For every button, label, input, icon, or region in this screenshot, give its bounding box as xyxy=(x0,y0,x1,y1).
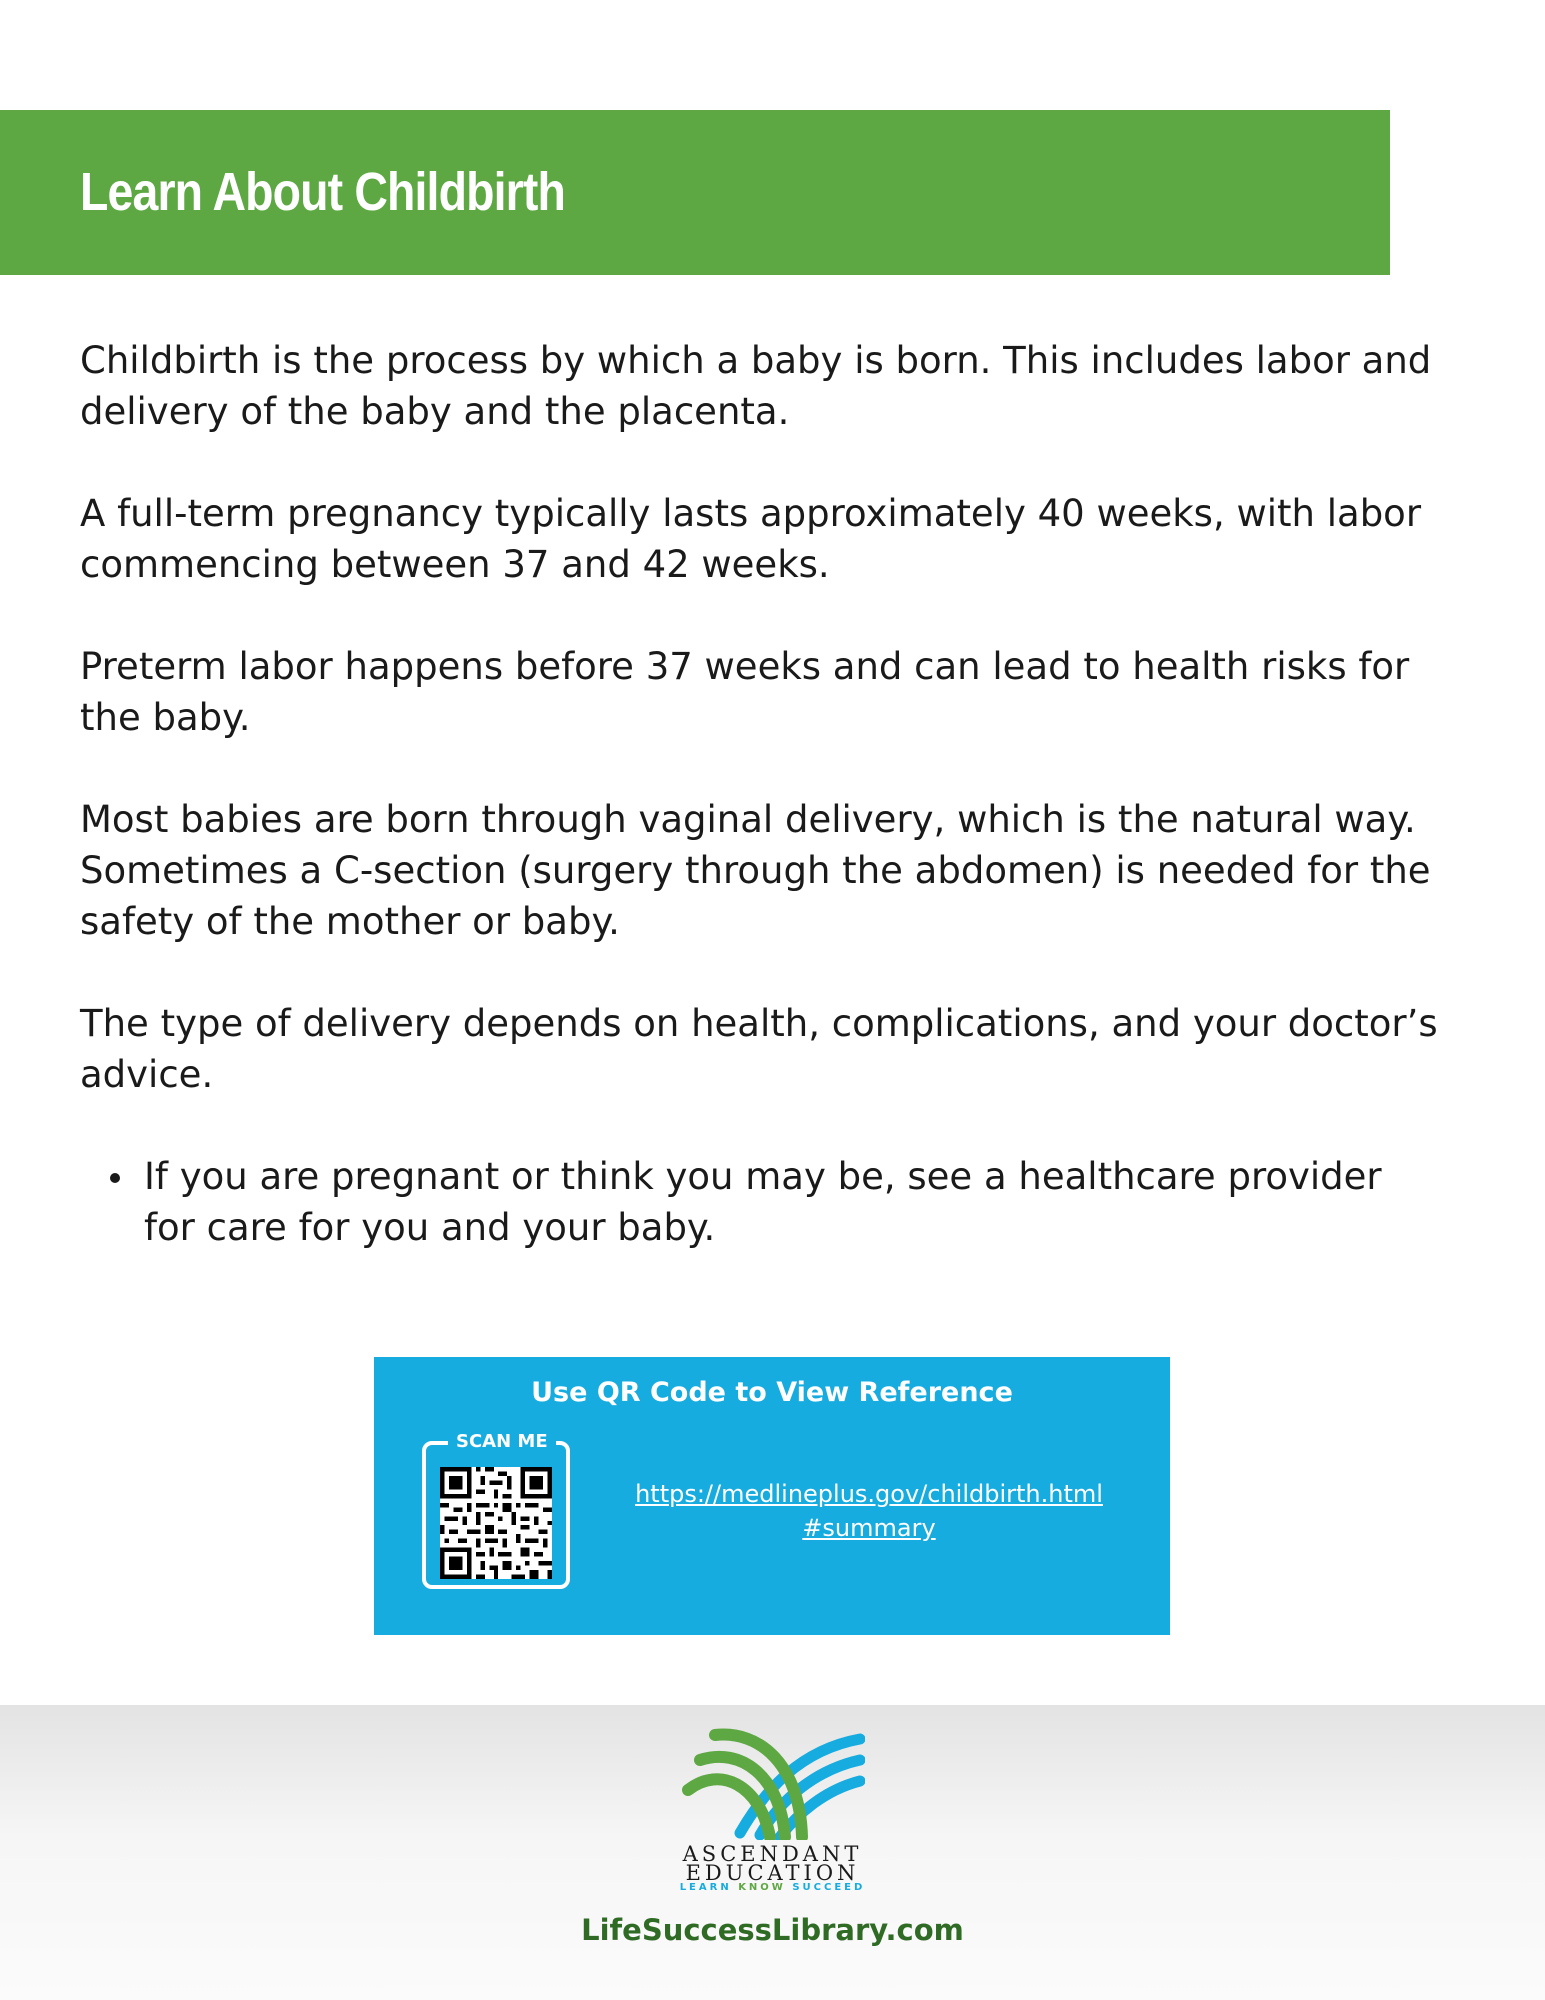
brand-name-line1: ASCENDANT xyxy=(682,1842,863,1866)
paragraph: The type of delivery depends on health, complications, and your doctor’s advice. xyxy=(80,1002,1438,1096)
ascendant-education-logo-icon xyxy=(680,1725,865,1840)
paragraph: A full-term pregnancy typically lasts approximately 40 weeks, with labor commencing between 37 and 42 weeks. xyxy=(80,492,1422,586)
page-title: Learn About Childbirth xyxy=(80,162,565,222)
bullet-dot-icon xyxy=(110,1173,120,1183)
reference-link-line1[interactable]: https://medlineplus.gov/childbirth.html xyxy=(635,1480,1103,1508)
paragraph: Most babies are born through vaginal delivery, which is the natural way. Sometimes a C-section (surgery through the abdomen) is needed for the safety of the mother or baby. xyxy=(80,798,1431,943)
reference-box xyxy=(374,1357,1170,1635)
qr-code-icon[interactable] xyxy=(440,1467,552,1579)
bullet-list xyxy=(80,1151,1440,1253)
tagline-know: KNOW xyxy=(738,1882,786,1893)
footer xyxy=(0,1705,1545,2000)
list-item-text: If you are pregnant or think you may be, see a healthcare provider for care for you and your baby. xyxy=(144,1155,1382,1249)
tagline-succeed: SUCCEED xyxy=(792,1882,866,1893)
site-link[interactable]: LifeSuccessLibrary.com xyxy=(581,1913,964,1947)
brand-name-line2: EDUCATION xyxy=(685,1861,860,1885)
paragraph: Childbirth is the process by which a baby is born. This includes labor and delivery of the baby and the placenta. xyxy=(80,339,1432,433)
reference-link-line2[interactable]: #summary xyxy=(802,1514,936,1542)
reference-link[interactable] xyxy=(609,1477,1129,1545)
brand-tagline xyxy=(0,1882,1545,1893)
list-item xyxy=(80,1151,1440,1253)
header-banner xyxy=(0,110,1390,275)
reference-title: Use QR Code to View Reference xyxy=(531,1377,1013,1408)
scan-me-label: SCAN ME xyxy=(448,1429,556,1455)
tagline-learn: LEARN xyxy=(679,1882,732,1893)
qr-frame xyxy=(422,1431,570,1589)
paragraph: Preterm labor happens before 37 weeks and can lead to health risks for the baby. xyxy=(80,645,1410,739)
article-body xyxy=(80,335,1440,1253)
